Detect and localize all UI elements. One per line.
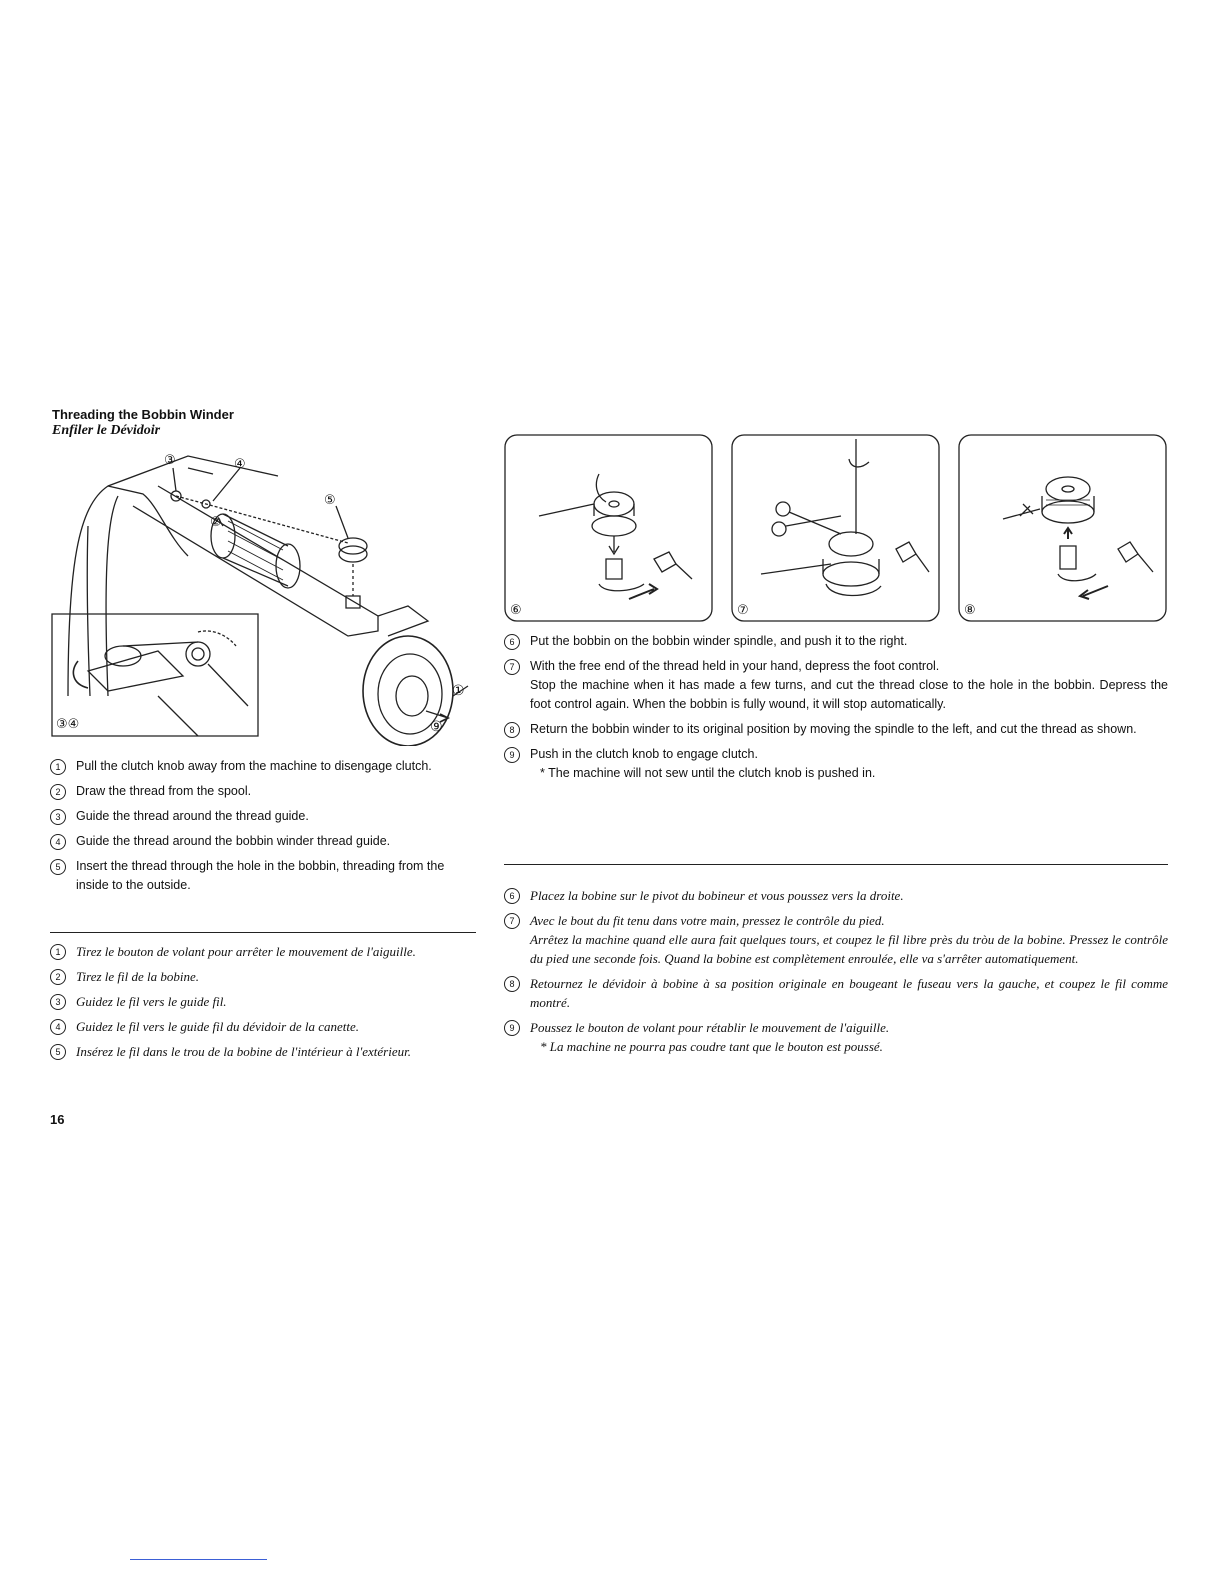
step-7-fr [504,911,1168,968]
step-number: 4 [50,1019,66,1035]
section-title-french: Enfiler le Dévidoir [52,423,161,438]
callout-9: ⑨ [430,718,443,734]
bobbin-winder-threading-illustration [48,446,476,746]
callout-4: ④ [234,456,246,471]
step-number: 3 [50,809,66,825]
english-steps-1-to-5 [50,757,476,901]
step-number: 1 [50,944,66,960]
bottom-edge-line [130,1559,267,1560]
machine-top-drawing [48,446,476,746]
french-steps-6-to-9 [504,886,1168,1062]
step-number: 2 [50,969,66,985]
step-number: 3 [50,994,66,1010]
step-number: 2 [50,784,66,800]
french-steps-1-to-5 [50,942,476,1067]
step-text: Guidez le fil vers le guide fil. [76,994,227,1009]
step-text: Tirez le bouton de volant pour arrêter le mouvement de l'aiguille. [76,944,416,959]
inset-label-3-4: ③④ [56,716,80,731]
step-text: Push in the clutch knob to engage clutch. [530,747,758,761]
step-8-fr [504,974,1168,1012]
step-text: Tirez le fil de la bobine. [76,969,200,984]
figure-6-label: ⑥ [510,602,522,617]
step-5-fr [50,1042,476,1061]
page-number: 16 [50,1112,65,1127]
step-text-detail: Arrêtez la machine quand elle aura fait quelques tours, et coupez le fil libre près du tròu de la bobine. Pressez le contrôle du pied une seconde fois. Quand la bobine est complètement enroulée, elle va s'arrêter automatiquement. [530,932,1168,966]
divider-left [50,932,476,933]
step-9-fr [504,1018,1168,1056]
english-steps-6-to-9 [504,632,1168,789]
step-note: * La machine ne pourra pas coudre tant que le bouton est poussé. [540,1039,883,1054]
callout-5: ⑤ [324,492,336,507]
divider-right [504,864,1168,865]
step-2-en [50,782,476,801]
step-1-en [50,757,476,776]
step-number: 9 [504,1020,520,1036]
callout-1: ① [452,682,465,698]
step-text: Insert the thread through the hole in the bobbin, threading from the inside to the outside. [76,859,445,892]
step-5-en [50,857,476,895]
figure-8-return-winder [958,434,1167,622]
step-8-en [504,720,1168,739]
step-7-en [504,657,1168,714]
step-text: Return the bobbin winder to its original position by moving the spindle to the left, and cut the thread as shown. [530,722,1137,736]
step-number: 8 [504,722,520,738]
step-text: Guide the thread around the bobbin winder thread guide. [76,834,391,848]
step-note: * The machine will not sew until the clutch knob is pushed in. [540,766,876,780]
figure-6-bobbin-on-spindle [504,434,713,622]
figure-7-drawing [731,434,940,622]
figure-8-drawing [958,434,1167,622]
step-number: 7 [504,659,520,675]
step-number: 5 [50,859,66,875]
step-number: 6 [504,888,520,904]
step-4-en [50,832,476,851]
step-number: 7 [504,913,520,929]
step-text: Draw the thread from the spool. [76,784,252,798]
step-4-fr [50,1017,476,1036]
step-1-fr [50,942,476,961]
step-text: Guidez le fil vers le guide fil du dévidoir de la canette. [76,1019,360,1034]
figure-6-drawing [504,434,713,622]
step-9-en [504,745,1168,783]
step-number: 9 [504,747,520,763]
step-6-fr [504,886,1168,905]
step-number: 4 [50,834,66,850]
step-text: Put the bobbin on the bobbin winder spindle, and push it to the right. [530,634,908,648]
step-text: Retournez le dévidoir à bobine à sa position originale en bougeant le fuseau vers la gauche, et coupez le fil comme montré. [530,976,1168,1010]
step-number: 1 [50,759,66,775]
step-text: Pull the clutch knob away from the machine to disengage clutch. [76,759,432,773]
step-text-detail: Stop the machine when it has made a few turns, and cut the thread close to the hole in the bobbin. Depress the foot control again. When the bobbin is fully wound, it will stop automatically. [530,678,1168,711]
step-text: Avec le bout du fit tenu dans votre main, pressez le contrôle du pied. [530,913,885,928]
callout-2: ② [210,514,222,529]
figure-8-label: ⑧ [964,602,976,617]
step-number: 5 [50,1044,66,1060]
figure-7-label: ⑦ [737,602,749,617]
step-3-en [50,807,476,826]
step-number: 8 [504,976,520,992]
section-title-english: Threading the Bobbin Winder [52,407,234,422]
figure-7-cut-thread [731,434,940,622]
step-text: With the free end of the thread held in your hand, depress the foot control. [530,659,940,673]
step-number: 6 [504,634,520,650]
step-2-fr [50,967,476,986]
step-3-fr [50,992,476,1011]
step-text: Guide the thread around the thread guide. [76,809,309,823]
step-text: Insérez le fil dans le trou de la bobine de l'intérieur à l'extérieur. [76,1044,411,1059]
step-6-en [504,632,1168,651]
callout-3: ③ [164,452,176,467]
step-text: Placez la bobine sur le pivot du bobineur et vous poussez vers la droite. [530,888,904,903]
step-text: Poussez le bouton de volant pour rétablir le mouvement de l'aiguille. [530,1020,890,1035]
